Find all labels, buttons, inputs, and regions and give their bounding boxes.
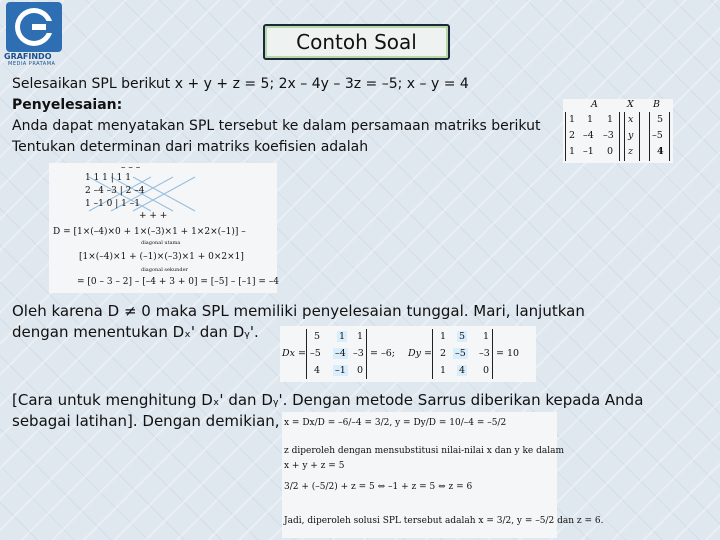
- z-steps: 3/2 + (–5/2) + z = 5 ⇔ –1 + z = 5 ⇔ z = 6: [284, 482, 473, 492]
- dx-label: Dx =: [282, 348, 306, 359]
- problem-statement: Selesaikan SPL berikut x + y + z = 5; 2x – 4y – 3z = –5; x – y = 4: [12, 76, 469, 92]
- sarrus-determinant: [49, 163, 277, 293]
- matrix-row: 1 1 1 x 5: [569, 114, 664, 125]
- solution-label: Penyelesaian:: [12, 97, 123, 113]
- matrix-row: 1 –1 0 z 4: [569, 146, 664, 157]
- sarrus-result: = [0 – 3 – 2] – [–4 + 3 + 0] = [–5] – [–1] = –4: [77, 277, 279, 287]
- sarrus-row: 1 –1 0 | 1 –1: [85, 199, 140, 209]
- dx-result: = –6;: [370, 348, 395, 359]
- caption-main-diagonal: diagonal utama: [141, 240, 181, 246]
- sarrus-row: 2 –4 –3 | 2 –4: [85, 186, 145, 196]
- matrix-equation: [563, 99, 673, 163]
- label-a: A: [591, 99, 598, 110]
- slide-title: Contoh Soal: [263, 24, 450, 60]
- paragraph-therefore: sebagai latihan]. Dengan demikian,: [12, 412, 280, 430]
- logo-subtitle: MEDIA PRATAMA: [8, 61, 56, 67]
- sarrus-d-line2: [1×(–4)×1 + (–1)×(–3)×1 + 0×2×1]: [79, 252, 244, 262]
- paragraph-sarrus-exercise: [Cara untuk menghitung Dₓ' dan Dᵧ'. Dengan metode Sarrus diberikan kepada Anda: [12, 391, 644, 409]
- determinant-intro: Tentukan determinan dari matriks koefisien adalah: [12, 139, 369, 155]
- z-substitution-intro: z diperoleh dengan mensubstitusi nilai-nilai x dan y ke dalam: [284, 446, 565, 456]
- logo-brand: GRAFINDO: [4, 52, 52, 61]
- paragraph-unique-solution: Oleh karena D ≠ 0 maka SPL memiliki penyelesaian tunggal. Mari, lanjutkan: [12, 302, 585, 320]
- label-b: B: [653, 99, 660, 110]
- matrix-intro: Anda dapat menyatakan SPL tersebut ke dalam persamaan matriks berikut: [12, 118, 541, 134]
- xy-values: x = Dx/D = –6/–4 = 3/2, y = Dy/D = 10/–4 = –5/2: [284, 418, 507, 428]
- z-equation: x + y + z = 5: [284, 461, 345, 471]
- matrix-row: 2 –4 –3 y –5: [569, 130, 663, 141]
- sarrus-d-line: D = [1×(–4)×0 + 1×(–3)×1 + 1×2×(–1)] –: [53, 227, 246, 237]
- sarrus-row: 1 1 1 | 1 1: [85, 173, 131, 183]
- paragraph-next-step: dengan menentukan Dₓ' dan Dᵧ'.: [12, 323, 259, 341]
- sarrus-signs-top: – – –: [121, 163, 141, 173]
- dy-result: = 10: [496, 348, 520, 359]
- dy-label: Dy =: [408, 348, 432, 359]
- solution-steps: [282, 412, 604, 538]
- sarrus-signs-bottom: + + +: [139, 211, 168, 221]
- label-x: X: [627, 99, 634, 110]
- final-conclusion: Jadi, diperoleh solusi SPL tersebut adalah x = 3/2, y = –5/2 dan z = 6.: [284, 516, 604, 526]
- caption-secondary-diagonal: diagonal sekunder: [141, 267, 188, 273]
- dx-dy-determinants: Dx = 5 1 1 –5 –4 –3 4 –1 0 = –6; Dy = 1 5 1 2 –5 –3 1 4 0 = 10: [280, 326, 536, 382]
